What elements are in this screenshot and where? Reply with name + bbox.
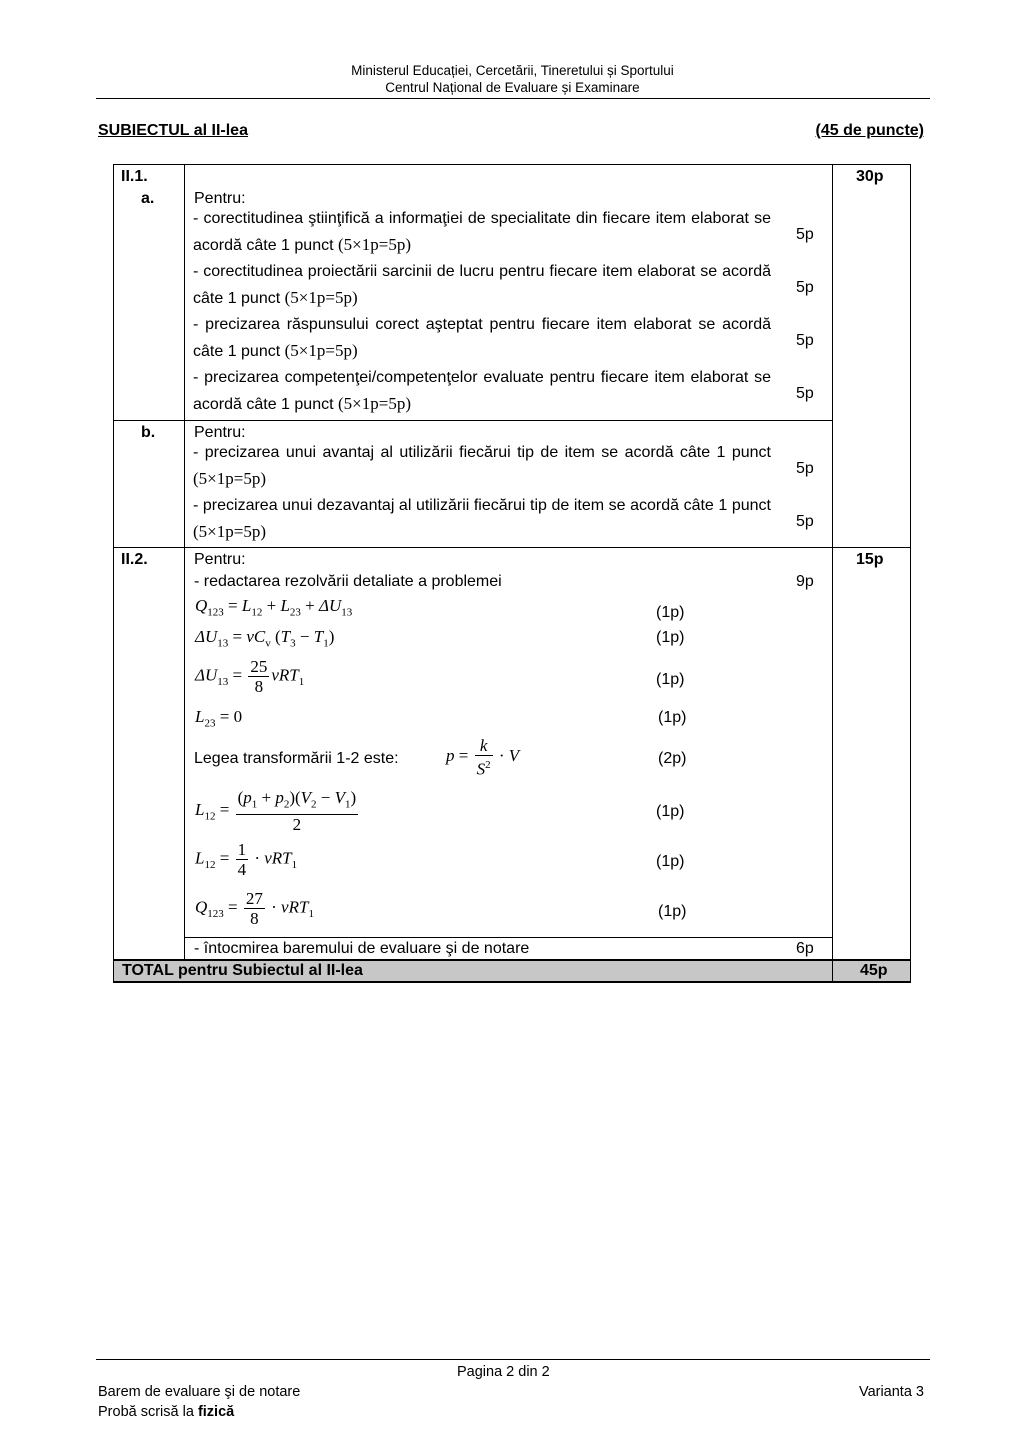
solution-text: - redactarea rezolvării detaliate a problemei xyxy=(194,573,502,590)
criterion-text: - precizarea răspunsului corect aşteptat pentru fiecare item elaborat se acordă câte 1 punct xyxy=(193,316,771,360)
ministry-name: Ministerul Educației, Cercetării, Tineretului și Sportului xyxy=(351,63,674,78)
footer-rule xyxy=(96,1359,930,1360)
intro-a: Pentru: xyxy=(194,190,246,207)
criterion-a3 xyxy=(193,312,771,365)
criterion-points: 5p xyxy=(796,513,814,530)
step-points: (1p) xyxy=(656,671,685,688)
criterion-points: 5p xyxy=(796,226,814,243)
footer-barem: Barem de evaluare şi de notare xyxy=(98,1384,301,1400)
page-number: Pagina 2 din 2 xyxy=(457,1364,550,1380)
row-divider-a-b xyxy=(113,420,833,421)
table-divider-label xyxy=(184,164,185,960)
footer-exam: Probă scrisă la fizică xyxy=(98,1404,235,1420)
criterion-points: 5p xyxy=(796,332,814,349)
page-header xyxy=(96,62,929,96)
table-border-right xyxy=(910,164,911,983)
criterion-formula: (5×1p=5p) xyxy=(338,235,411,254)
subject-points: (45 de puncte) xyxy=(815,122,924,139)
step-points: (2p) xyxy=(658,750,687,767)
row-divider-barem xyxy=(184,937,833,938)
step-points: (1p) xyxy=(656,853,685,870)
section-total-ii2: 15p xyxy=(856,551,884,568)
total-label: TOTAL pentru Subiectul al II-lea xyxy=(122,962,363,979)
criterion-formula: (5×1p=5p) xyxy=(284,341,358,360)
criterion-text: - corectitudinea proiectării sarcinii de lucru pentru fiecare item elaborat se acordă câte 1 punct xyxy=(193,263,771,307)
criterion-formula: (5×1p=5p) xyxy=(193,522,266,541)
law-text: Legea transformării 1-2 este: xyxy=(194,750,399,767)
criterion-points: 5p xyxy=(796,460,814,477)
section-label-ii1: II.1. xyxy=(121,168,148,185)
criterion-text: - precizarea competenţei/competenţelor evaluate pentru fiecare item elaborat se acordă câte 1 punct xyxy=(193,369,771,413)
criterion-text: - corectitudinea ştiinţifică a informaţiei de specialitate din fiecare item elaborat se acordă câte 1 punct xyxy=(193,210,771,254)
criterion-b1 xyxy=(193,440,771,493)
criterion-text: - precizarea unui dezavantaj al utilizării fiecărui tip de item se acordă câte 1 punct xyxy=(193,497,771,514)
section-total-ii1: 30p xyxy=(856,168,884,185)
criterion-a1 xyxy=(193,206,771,259)
table-divider-total xyxy=(832,164,833,983)
criterion-formula: (5×1p=5p) xyxy=(284,288,358,307)
criterion-text: - precizarea unui avantaj al utilizării fiecărui tip de item se acordă câte 1 punct xyxy=(193,444,771,461)
header-rule xyxy=(96,98,930,99)
criterion-formula: (5×1p=5p) xyxy=(193,469,266,488)
center-name: Centrul Național de Evaluare și Examinare xyxy=(385,80,640,95)
criterion-points: 5p xyxy=(796,279,814,296)
equation-internal-energy-value: $\Delta U_{13}$ = $\frac{25}{8}$ νRT$_1$ xyxy=(195,657,305,696)
intro-b: Pentru: xyxy=(194,424,246,441)
total-points: 45p xyxy=(860,962,888,979)
criterion-formula: (5×1p=5p) xyxy=(338,394,411,413)
step-points: (1p) xyxy=(656,604,685,621)
footer-variant: Varianta 3 xyxy=(858,1384,924,1400)
step-points: (1p) xyxy=(656,803,685,820)
equation-work-23: $L_{23} = 0$ xyxy=(195,707,243,730)
equation-transformation-law: p = $\frac{k}{S^2}$ · V xyxy=(446,736,520,779)
table-border-left xyxy=(113,164,114,983)
equation-internal-energy: $\Delta U_{13} = \nu C_v$ $(T_3 - T_1)$ xyxy=(195,627,335,650)
step-points: (1p) xyxy=(656,629,685,646)
step-points: (1p) xyxy=(658,709,687,726)
criterion-points: 5p xyxy=(796,385,814,402)
table-border-top xyxy=(113,164,911,165)
table-border-bottom xyxy=(113,981,911,983)
criterion-b2 xyxy=(193,493,771,546)
subsection-label-a: a. xyxy=(141,190,155,207)
step-points: (1p) xyxy=(658,903,687,920)
intro-ii2: Pentru: xyxy=(194,551,246,568)
equation-heat-total: $Q_{123} = L_{12} + L_{23} + \Delta U_{13}$ xyxy=(195,596,353,619)
row-divider-ii1-ii2 xyxy=(113,547,911,548)
section-label-ii2: II.2. xyxy=(121,551,148,568)
barem-points: 6p xyxy=(796,940,814,957)
equation-work-12: $L_{12}$ = $\frac{(p_1 + p_2)(V_2 - V_1)}{2}$ xyxy=(195,788,357,835)
subsection-label-b: b. xyxy=(141,424,156,441)
criterion-a4 xyxy=(193,365,771,418)
equation-heat-total-value: $Q_{123}$ = $\frac{27}{8}$ · νRT$_1$ xyxy=(195,889,314,928)
barem-text: - întocmirea baremului de evaluare şi de notare xyxy=(194,940,530,957)
equation-work-12-value: $L_{12}$ = $\frac{1}{4}$ · νRT$_1$ xyxy=(195,840,298,879)
criterion-a2 xyxy=(193,259,771,312)
solution-points: 9p xyxy=(796,573,814,590)
subject-title: SUBIECTUL al II-lea xyxy=(98,122,248,139)
